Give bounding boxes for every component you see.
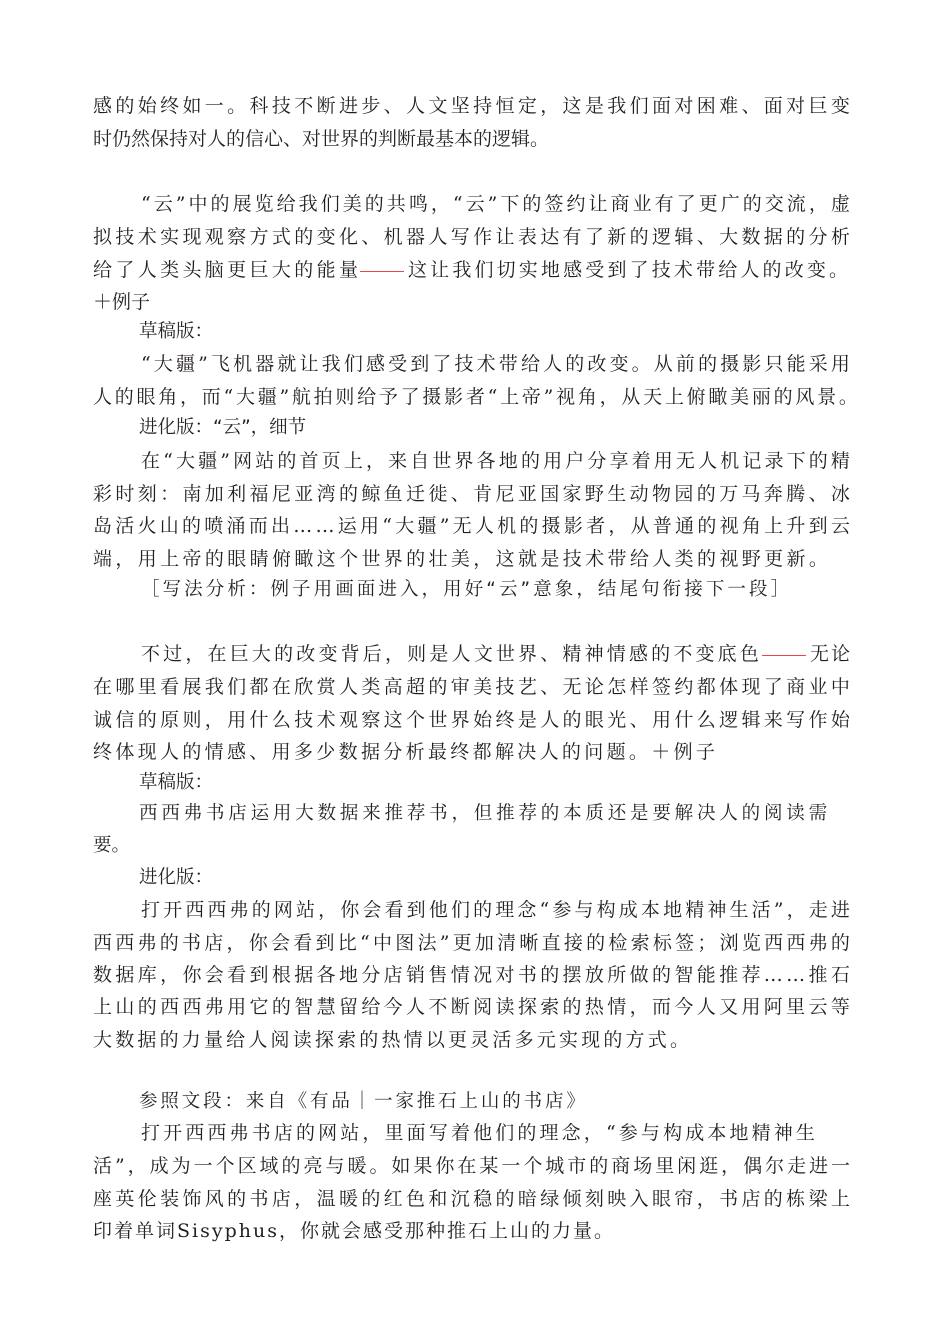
section2-evolved-line-3: 数据库，你会看到根据各地分店销售情况对书的摆放所做的智能推荐……推石 [93,964,854,986]
cloud-line-2: 拟技术实现观察方式的变化、机器人写作让表达有了新的逻辑、大数据的分析 [93,226,854,248]
cloud-line-4: ＋例子 [93,291,151,313]
section2-evolved-label: 进化版： [139,867,214,888]
however-line-3: 诚信的原则，用什么技术观察这个世界始终是人的眼光、用什么逻辑来写作始 [93,709,854,731]
cloud-line-1: “云”中的展览给我们美的共鸣，“云”下的签约让商业有了更广的交流，虚 [141,193,853,215]
section2-evolved-line-5: 大数据的力量给人阅读探索的热情以更灵活多元实现的方式。 [93,1029,693,1051]
reference-line-4: 印着单词Sisyphus，你就会感受那种推石上山的力量。 [93,1220,615,1242]
em-dash [762,655,806,656]
section1-draft-label: 草稿版： [139,321,214,342]
reference-label: 参照文段：来自《有品｜一家推石上山的书店》 [139,1091,588,1112]
reference-line-2: 活”，成为一个区域的亮与暖。如果你在某一个城市的商场里闲逛，偶尔走进一 [93,1155,854,1177]
section1-evolved-line-2: 彩时刻：南加利福尼亚湾的鲸鱼迁徙、肯尼亚国家野生动物园的万马奔腾、冰 [93,483,854,505]
section2-draft-line-2: 要。 [93,835,131,856]
section1-evolved-line-3: 岛活火山的喷涌而出……运用“大疆”无人机的摄影者，从普通的视角上升到云 [93,515,854,537]
section1-evolved-line-4: 端，用上帝的眼睛俯瞰这个世界的壮美，这就是技术带给人类的视野更新。 [93,548,832,570]
cloud-line-3a: 给了人类头脑更巨大的能量 [93,259,362,281]
section2-evolved-line-2: 西西弗的书店，你会看到比“中图法”更加清晰直接的检索标签；浏览西西弗的 [93,932,854,954]
however-line-1a: 不过，在巨大的改变背后，则是人文世界、精神情感的不变底色 [141,643,763,665]
em-dash [360,271,404,272]
however-line-4: 终体现人的情感、用多少数据分析最终都解决人的问题。＋例子 [93,741,719,763]
reference-line-1: 打开西西弗书店的网站，里面写着他们的理念，“参与构成本地精神生 [141,1122,819,1144]
section1-draft-line-2: 人的眼角，而“大疆”航拍则给予了摄影者“上帝”视角，从天上俯瞰美丽的风景。 [93,386,861,408]
however-line-2: 在哪里看展我们都在欣赏人类高超的审美技艺、无论怎样签约都体现了商业中 [93,676,854,698]
section1-draft-line-1: “大疆”飞机器就让我们感受到了技术带给人的改变。从前的摄影只能采用 [141,353,854,375]
section2-evolved-line-1: 打开西西弗的网站，你会看到他们的理念“参与构成本地精神生活”，走进 [141,899,854,921]
reference-line-3: 座英伦装饰风的书店，温暖的红色和沉稳的暗绿倾刻映入眼帘，书店的栋梁上 [93,1188,854,1210]
however-line-1b: 无论 [810,643,852,665]
intro-line-2: 时仍然保持对人的信心、对世界的判断最基本的逻辑。 [93,128,550,150]
section2-draft-line-1: 西西弗书店运用大数据来推荐书，但推荐的本质还是要解决人的阅读需 [139,803,831,824]
section1-evolved-label: 进化版：“云”，细节 [139,417,307,438]
section2-evolved-line-4: 上山的西西弗用它的智慧留给今人不断阅读探索的热情，而今人又用阿里云等 [93,996,854,1018]
section2-draft-label: 草稿版： [139,772,214,793]
section1-evolved-line-1: 在“大疆”网站的首页上，来自世界各地的用户分享着用无人机记录下的精 [141,450,854,472]
section1-analysis: ［写法分析：例子用画面进入，用好“云”意象，结尾句衔接下一段］ [141,579,793,600]
intro-line-1: 感的始终如一。科技不断进步、人文坚持恒定，这是我们面对困难、面对巨变 [93,95,854,117]
cloud-line-3b: 这让我们切实地感受到了技术带给人的改变。 [408,259,852,281]
